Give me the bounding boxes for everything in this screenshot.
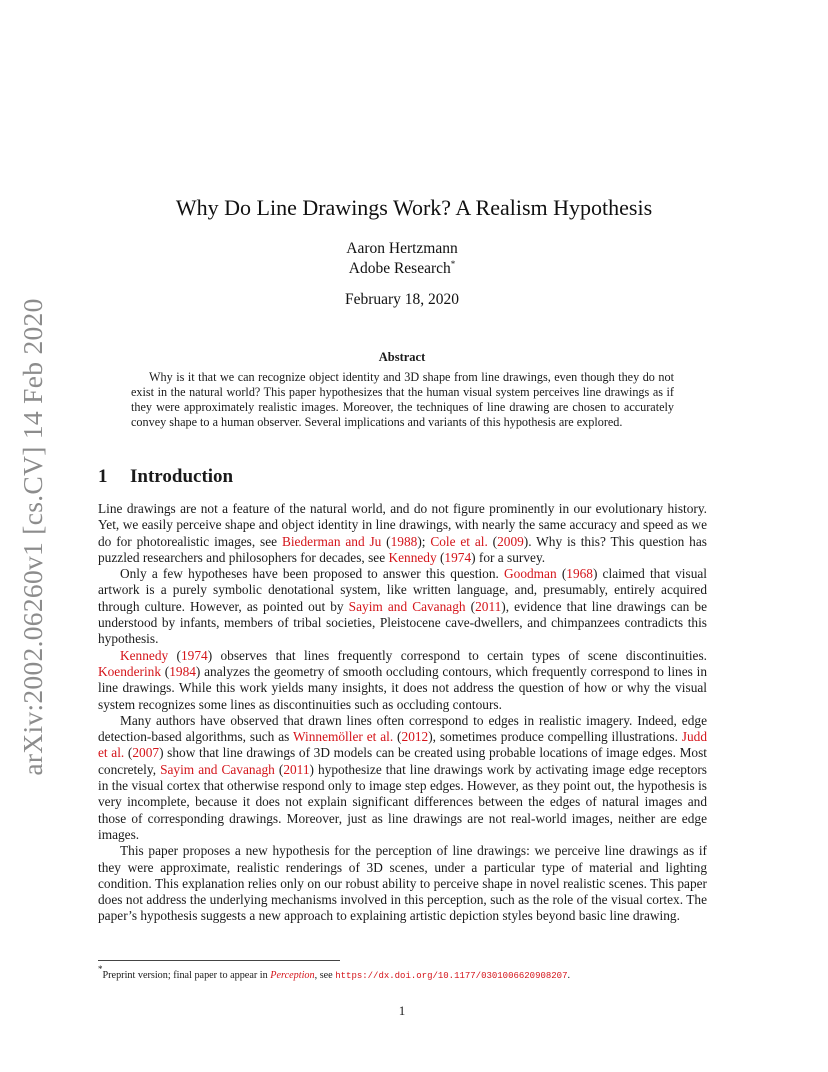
paragraph: Kennedy (1974) observes that lines frequently correspond to certain types of scene discontinuities. Koenderink (1984) analyzes the geometry of smooth occluding contours, which frequently correspond to lines in line drawings. While this work yields many insights, it does not address the question of how or why the visual system recognizes some lines as discontinuities such as occluding contours. (98, 647, 708, 712)
citation-link[interactable]: Biederman and Ju (281, 533, 382, 549)
citation-link[interactable]: Judd et al. (98, 729, 707, 761)
author-name: Aaron Hertzmann (346, 240, 458, 257)
citation-link[interactable]: 1968 (566, 566, 593, 582)
citation-link[interactable]: Winnemöller et al. (292, 729, 394, 745)
section-number: 1 (98, 466, 108, 487)
footnote-rule (98, 960, 340, 961)
citation-link[interactable]: Kennedy (388, 549, 437, 565)
section-title: Introduction (130, 466, 234, 487)
citation-link[interactable]: 1974 (444, 549, 472, 565)
citation-link[interactable]: Goodman (504, 566, 557, 582)
paper-title: Why Do Line Drawings Work? A Realism Hypothesis (175, 195, 653, 220)
journal-link[interactable]: Perception (270, 970, 315, 981)
author-affiliation (0, 259, 804, 278)
paragraph: Line drawings are not a feature of the natural world, and do not figure prominently in our evolutionary history. Yet, we easily perceive shape and object identity in line drawings, with nearly the same accuracy and speed as we do for photorealistic images, see Biederman and Ju (1988); Cole et al. (2009). Why is this? This question has puzzled researchers and philosophers for decades, see Kennedy (1974) for a survey. (98, 501, 707, 565)
citation-link[interactable]: 2012 (401, 729, 429, 745)
citation-link[interactable]: 2007 (132, 745, 160, 761)
abstract-text: Why is it that we can recognize object identity and 3D shape from line drawings, even though they do not exist in the natural world? This paper hypothesizes that the human visual system perceives line drawings as if they were approximately realistic images. Moreover, the techniques of line drawing are chosen to accurately convey shape to a human observer. Several implications and variants of this hypothesis are explored. (131, 370, 674, 429)
paragraph: This paper proposes a new hypothesis for the perception of line drawings: we perceive line drawings as if they were approximate, realistic renderings of 3D scenes, under a particular type of material and lighting condition. This explanation relies only on our robust ability to perceive shape in novel realistic scenes. This paper does not address the underlying mechanisms involved in this perception, such as the role of the visual cortex. The paper’s hypothesis suggests a new approach to explaining artistic depiction styles beyond basic line drawing. (98, 843, 707, 924)
citation-link[interactable]: 1988 (390, 533, 418, 549)
paper-date: February 18, 2020 (344, 291, 460, 308)
arxiv-identifier: arXiv:2002.06260v1 [cs.CV] 14 Feb 2020 (17, 298, 48, 776)
section-heading (98, 466, 233, 488)
citation-link[interactable]: Kennedy (120, 647, 169, 663)
citation-link[interactable]: Cole et al. (430, 533, 488, 549)
paragraph: Only a few hypotheses have been proposed to answer this question. Goodman (1968) claimed that visual artwork is a purely symbolic denotational system, like written language, and, presumably, entirely acquired through culture. However, as pointed out by Sayim and Cavanagh (2011), evidence that line drawings can be understood by infants, members of tribal societies, Pleistocene cave-dwellers, and chimpanzees contradicts this hypothesis. (98, 566, 708, 647)
footnote: *Preprint version; final paper to appear in Perception, see https://dx.doi.org/10.1177/0301006620908207. (98, 964, 571, 981)
citation-link[interactable]: Sayim and Cavanagh (348, 598, 466, 614)
abstract-heading: Abstract (378, 350, 426, 364)
citation-link[interactable]: 2011 (283, 761, 310, 777)
citation-link[interactable]: 1984 (169, 663, 196, 679)
page-number: 1 (398, 1003, 406, 1018)
body-text (98, 501, 707, 925)
doi-link[interactable]: https://dx.doi.org/10.1177/0301006620908207 (335, 971, 568, 981)
footnote-mark: * (98, 964, 103, 974)
citation-link[interactable]: 1974 (181, 647, 208, 663)
citation-link[interactable]: Sayim and Cavanagh (160, 761, 275, 777)
affiliation-name: Adobe Research (348, 260, 451, 277)
affiliation-footnote-mark: * (450, 259, 456, 269)
paragraph: Many authors have observed that drawn lines often correspond to edges in realistic imagery. Indeed, edge detection-based algorithms, such as Winnemöller et al. (2012), sometimes produce compelling illustrations. Judd et al. (2007) show that line drawings of 3D models can be created using probable locations of image edges. Most concretely, Sayim and Cavanagh (2011) hypothesize that line drawings work by activating image edge receptors in the visual cortex that otherwise respond only to image step edges. However, as they point out, the hypothesis is very incomplete, because it does not explain significant differences between the edges of natural images and those of corresponding drawings. Moreover, just as line drawings are not real-world images, neither are edge images. (98, 712, 708, 842)
citation-link[interactable]: 2011 (475, 598, 502, 614)
citation-link[interactable]: Koenderink (98, 663, 161, 679)
citation-link[interactable]: 2009 (497, 533, 524, 549)
